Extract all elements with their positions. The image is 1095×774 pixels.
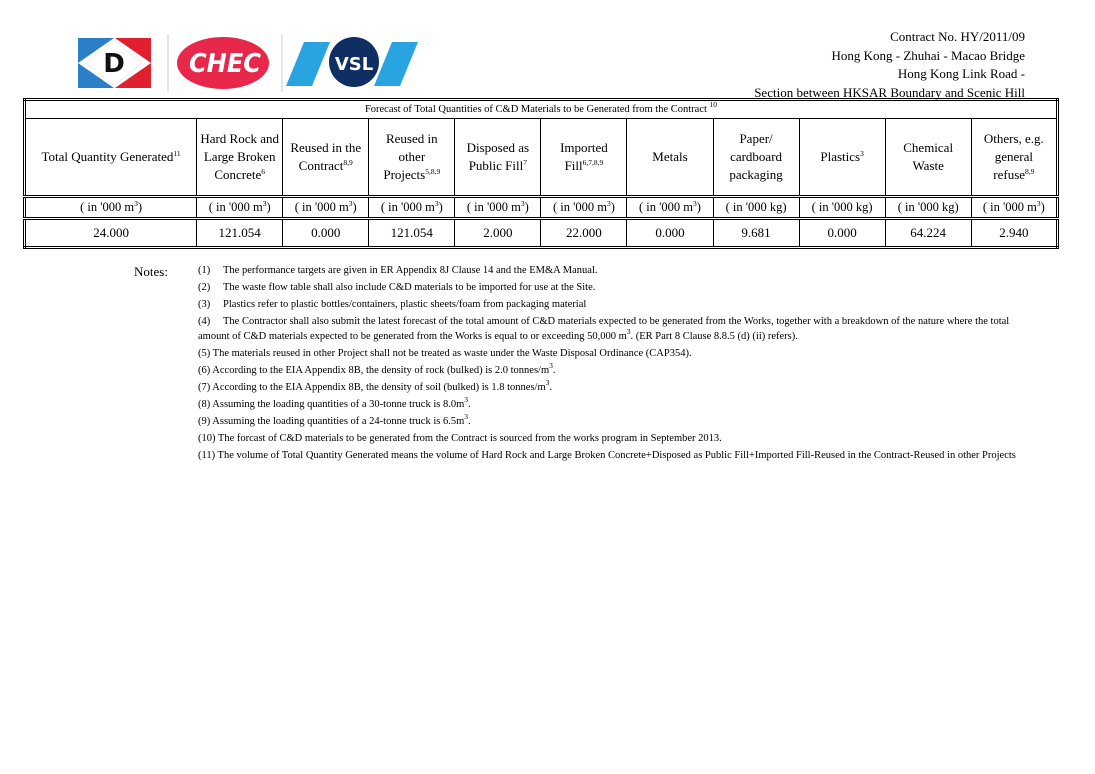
column-header [25, 119, 197, 197]
column-header [799, 119, 885, 197]
project-road: Hong Kong Link Road - [897, 66, 1025, 81]
table-title [25, 100, 1058, 119]
note-text: (5) The materials reused in other Project shall not be treated as waste under the Waste Disposal Ordinance (CAP354). [198, 348, 692, 359]
contract-number: Contract No. HY/2011/09 [890, 29, 1025, 44]
column-header-line: Paper/ [739, 131, 773, 146]
unit-sup: 3 [262, 199, 267, 208]
unit-text: ( in '000 m [380, 200, 435, 214]
unit-sup: 3 [520, 199, 525, 208]
column-header-line: Chemical [903, 140, 954, 155]
note-item [198, 347, 1063, 360]
column-header [885, 119, 971, 197]
forecast-table-wrapper [23, 98, 1059, 249]
note-sup: 3 [464, 412, 469, 421]
unit-cell [197, 197, 283, 219]
column-header [369, 119, 455, 197]
note-item [198, 298, 1063, 311]
column-header-line: Projects [383, 167, 426, 182]
note-number: (2) [198, 282, 211, 293]
chec-logo-icon [177, 37, 269, 89]
note-text-after: . [549, 382, 552, 393]
unit-text: ( in '000 m [80, 200, 135, 214]
note-text: (8) Assuming the loading quantities of a 30-tonne truck is 8.0m [198, 399, 465, 410]
unit-text: ( in '000 m [466, 200, 521, 214]
unit-sup: 3 [434, 199, 439, 208]
column-header-line: Reused in the [290, 140, 362, 155]
value-cell: 9.681 [713, 219, 799, 248]
column-header [541, 119, 627, 197]
column-header [283, 119, 369, 197]
note-sup: 3 [545, 378, 550, 387]
column-header-line: Disposed as [466, 140, 530, 155]
logo-strip [78, 34, 423, 92]
note-text: amount of C&D materials expected to be generated from the Works is equal to or exceeding 50,000 m [198, 331, 627, 342]
column-header-line: Reused in [385, 131, 438, 146]
column-header [713, 119, 799, 197]
unit-text: ( in '000 m [982, 200, 1037, 214]
column-header-line: Imported [560, 140, 608, 155]
column-header-line: Total Quantity Generated [41, 149, 174, 164]
unit-sup: 3 [348, 199, 353, 208]
note-text-after: . [552, 365, 556, 376]
value-cell: 64.224 [885, 219, 971, 248]
unit-end: ) [610, 200, 615, 214]
note-item [198, 432, 1063, 445]
unit-end: ) [137, 200, 143, 214]
note-text: The Contractor shall also submit the latest forecast of the total amount of C&D materials expected to be generated from the Works, together with a breakdown of the nature where the total [223, 316, 1010, 327]
unit-text: ( in '000 kg) [897, 200, 959, 214]
unit-cell [799, 197, 885, 219]
column-header-line: other [398, 149, 426, 164]
note-item [198, 449, 1063, 462]
unit-text: ( in '000 m [639, 200, 694, 214]
column-header-sup: 6,7,8,9 [582, 158, 604, 167]
notes-label: Notes: [134, 264, 168, 279]
unit-cell [369, 197, 455, 219]
note-number: (1) [198, 265, 211, 276]
column-header-line: Metals [652, 149, 688, 164]
unit-end: ) [352, 200, 357, 214]
unit-cell [971, 197, 1057, 219]
column-header-line: Concrete [214, 167, 262, 182]
note-text: (11) The volume of Total Quantity Generated means the volume of Hard Rock and Large Broken Concrete+Disposed as Public Fill+Imported Fill-Reused in the Contract-Reused in other Projects [198, 450, 1016, 461]
value-cell: 0.000 [283, 219, 369, 248]
note-number: (3) [198, 299, 211, 310]
note-item [198, 281, 1063, 294]
project-section: Section between HKSAR Boundary and Scenic Hill [754, 84, 1025, 100]
value-cell: 121.054 [197, 219, 283, 248]
column-header-sup: 8,9 [1025, 167, 1035, 176]
value-row [25, 219, 1058, 248]
note-item [198, 378, 1063, 394]
column-header [971, 119, 1057, 197]
unit-row [25, 197, 1058, 219]
unit-end: ) [266, 200, 271, 214]
note-text: (9) Assuming the loading quantities of a 24-tonne truck is 6.5m [198, 416, 465, 427]
unit-cell [283, 197, 369, 219]
value-cell: 24.000 [25, 219, 197, 248]
note-item [198, 412, 1063, 428]
note-text: Plastics refer to plastic bottles/containers, plastic sheets/foam from packaging material [223, 299, 587, 310]
column-header-sup: 7 [523, 158, 527, 167]
column-header-sup: 8,9 [343, 158, 353, 167]
column-header-line: Contract [298, 158, 344, 173]
column-header-line: packaging [729, 167, 783, 182]
table-title-sup: 10 [709, 99, 718, 109]
unit-cell [885, 197, 971, 219]
note-item [198, 264, 1063, 277]
note-text: (6) According to the EIA Appendix 8B, the density of rock (bulked) is 2.0 tonnes/m [198, 365, 550, 376]
contract-header [754, 28, 1025, 102]
unit-sup: 3 [1036, 199, 1041, 208]
d-logo-letter: D [103, 49, 125, 79]
unit-end: ) [524, 200, 529, 214]
unit-end: ) [438, 200, 443, 214]
unit-text: ( in '000 m [552, 200, 607, 214]
unit-sup: 3 [606, 199, 611, 208]
value-cell: 2.000 [455, 219, 541, 248]
value-cell: 121.054 [369, 219, 455, 248]
value-cell: 0.000 [627, 219, 713, 248]
unit-sup: 3 [134, 199, 138, 208]
note-text: The waste flow table shall also include C&D materials to be imported for use at the Site. [223, 282, 596, 293]
unit-text: ( in '000 m [294, 200, 349, 214]
unit-text: ( in '000 kg) [725, 200, 787, 214]
note-sup: 3 [626, 327, 631, 336]
note-text: (10) The forcast of C&D materials to be generated from the Contract is sourced from the works program in September 2013. [198, 433, 722, 444]
column-header-line: Waste [912, 158, 944, 173]
note-text: The performance targets are given in ER Appendix 8J Clause 14 and the EM&A Manual. [223, 265, 598, 276]
column-header-sup: 11 [173, 149, 181, 158]
note-number: (4) [198, 316, 211, 327]
column-header-sup: 3 [860, 149, 864, 158]
column-header-line: Hard Rock and [200, 131, 280, 146]
value-cell: 0.000 [799, 219, 885, 248]
unit-end: ) [696, 200, 701, 214]
unit-cell [541, 197, 627, 219]
note-item [198, 327, 1063, 343]
project-name: Hong Kong - Zhuhai - Macao Bridge [831, 47, 1025, 63]
note-text-after: . [468, 399, 471, 410]
note-text-after: . [468, 416, 471, 427]
note-text: (7) According to the EIA Appendix 8B, the density of soil (bulked) is 1.8 tonnes/m [198, 382, 546, 393]
chec-logo-text: CHEC [189, 49, 261, 79]
column-header-line: Public Fill [468, 158, 524, 173]
column-header-sup: 6 [261, 167, 265, 176]
column-header-line: Others, e.g. [983, 131, 1044, 146]
value-cell: 22.000 [541, 219, 627, 248]
unit-sup: 3 [693, 199, 697, 208]
unit-cell [627, 197, 713, 219]
forecast-table [23, 98, 1059, 249]
column-header [455, 119, 541, 197]
column-header-line: Plastics [820, 149, 861, 164]
d-logo-icon [78, 38, 151, 88]
column-header [197, 119, 283, 197]
column-header-line: refuse [993, 167, 1026, 182]
note-text-after: . (ER Part 8 Clause 8.8.5 (d) (ii) refers). [630, 331, 798, 342]
note-item [198, 361, 1063, 377]
note-item [198, 395, 1063, 411]
unit-end: ) [1040, 200, 1045, 214]
note-sup: 3 [464, 395, 469, 404]
column-header-line: Large Broken [203, 149, 276, 164]
vsl-logo-icon [286, 37, 418, 87]
column-header [627, 119, 713, 197]
unit-cell [25, 197, 197, 219]
header-row [25, 119, 1058, 197]
column-header-line: general [994, 149, 1033, 164]
value-cell: 2.940 [971, 219, 1057, 248]
notes-list [198, 264, 1063, 466]
unit-cell [455, 197, 541, 219]
column-header-line: Fill [564, 158, 583, 173]
unit-text: ( in '000 m [208, 200, 263, 214]
column-header-sup: 5,8,9 [425, 167, 441, 176]
column-header-line: cardboard [730, 149, 783, 164]
unit-cell [713, 197, 799, 219]
note-sup: 3 [549, 361, 553, 370]
company-logos [78, 34, 423, 92]
unit-text: ( in '000 kg) [811, 200, 873, 214]
table-title-text: Forecast of Total Quantities of C&D Materials to be Generated from the Contract [364, 103, 707, 115]
vsl-logo-text: VSL [334, 54, 374, 75]
